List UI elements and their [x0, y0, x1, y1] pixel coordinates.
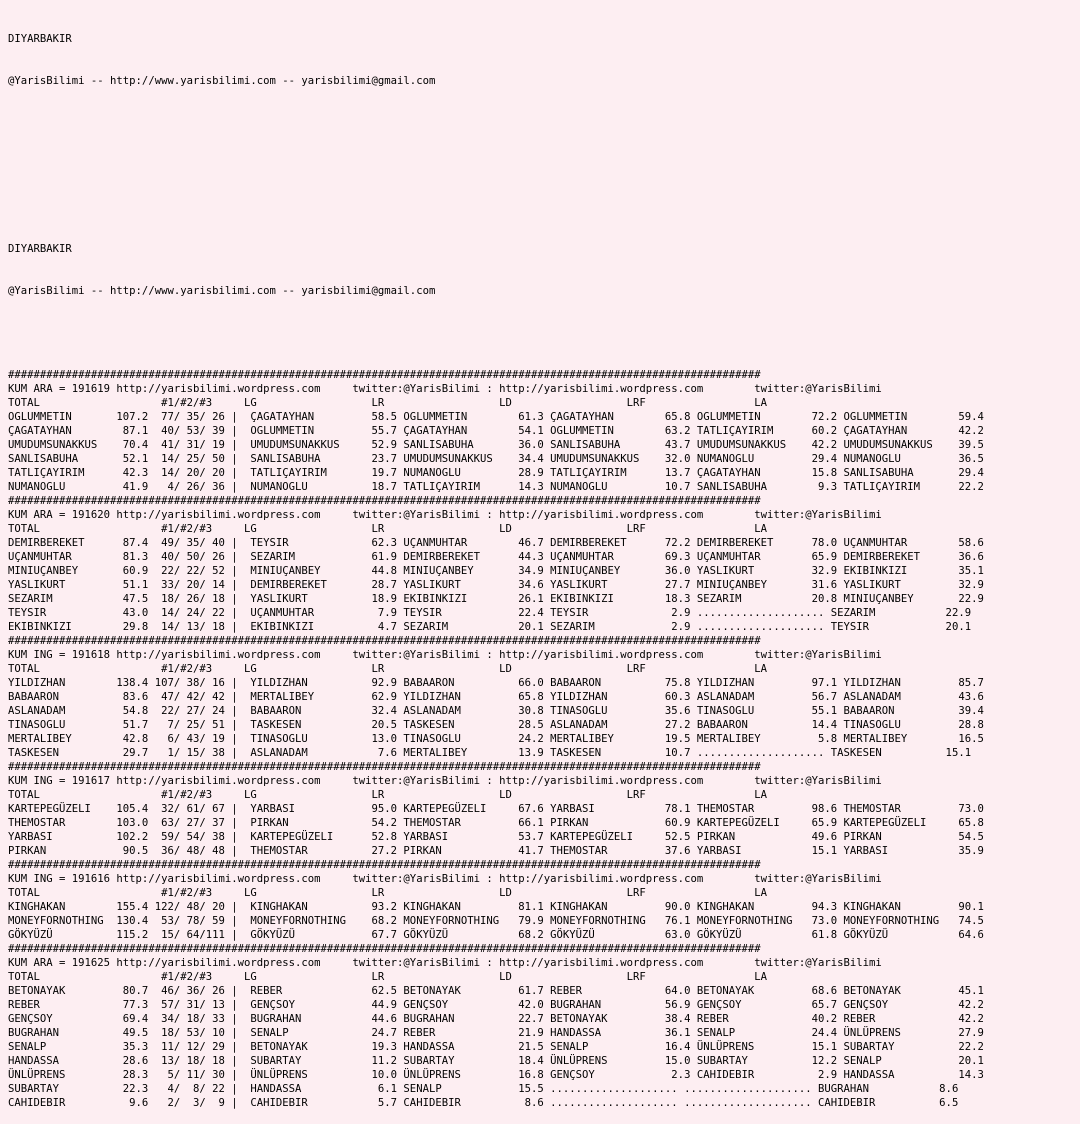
table-row: YASLIKURT 51.1 33/ 20/ 14 | DEMIRBEREKET 28.7 YASLIKURT 34.6 YASLIKURT 27.7 MINIUÇANBEY 31.6 YASLIKURT 32.9: [8, 579, 984, 591]
separator-line: ######################################################################################################################: [8, 635, 761, 647]
race-title: KUM ARA = 191620 http://yarisbilimi.wordpress.com twitter:@YarisBilimi : http://yarisbilimi.wordpress.com twitter:@YarisBilimi: [8, 509, 882, 521]
separator-line: ######################################################################################################################: [8, 369, 761, 381]
column-headers: TOTAL #1/#2/#3 LG LR LD LRF LA: [8, 663, 767, 675]
table-row: HANDASSA 28.6 13/ 18/ 18 | SUBARTAY 11.2 SUBARTAY 18.4 ÜNLÜPRENS 15.0 SUBARTAY 12.2 SENALP 20.1: [8, 1055, 984, 1067]
column-headers: TOTAL #1/#2/#3 LG LR LD LRF LA: [8, 887, 767, 899]
race-title: KUM ING = 191617 http://yarisbilimi.wordpress.com twitter:@YarisBilimi : http://yarisbilimi.wordpress.com twitter:@YarisBilimi: [8, 775, 882, 787]
race-title: KUM ING = 191616 http://yarisbilimi.wordpress.com twitter:@YarisBilimi : http://yarisbilimi.wordpress.com twitter:@YarisBilimi: [8, 873, 882, 885]
table-row: KARTEPEGÜZELI 105.4 32/ 61/ 67 | YARBASI 95.0 KARTEPEGÜZELI 67.6 YARBASI 78.1 THEMOSTAR 98.6 THEMOSTAR 73.0: [8, 803, 984, 815]
table-row: THEMOSTAR 103.0 63/ 27/ 37 | PIRKAN 54.2 THEMOSTAR 66.1 PIRKAN 60.9 KARTEPEGÜZELI 65.9 KARTEPEGÜZELI 65.8: [8, 817, 984, 829]
credit-line-repeat: @YarisBilimi -- http://www.yarisbilimi.com -- yarisbilimi@gmail.com: [8, 285, 436, 297]
column-headers: TOTAL #1/#2/#3 LG LR LD LRF LA: [8, 971, 767, 983]
table-row: BABAARON 83.6 47/ 42/ 42 | MERTALIBEY 62.9 YILDIZHAN 65.8 YILDIZHAN 60.3 ASLANADAM 56.7 ASLANADAM 43.6: [8, 691, 984, 703]
table-row: TEYSIR 43.0 14/ 24/ 22 | UÇANMUHTAR 7.9 TEYSIR 22.4 TEYSIR 2.9 .................... SEZARIM 22.9: [8, 607, 972, 619]
table-row: KINGHAKAN 155.4 122/ 48/ 20 | KINGHAKAN 93.2 KINGHAKAN 81.1 KINGHAKAN 90.0 KINGHAKAN 94.3 KINGHAKAN 90.1: [8, 901, 984, 913]
table-row: ÜNLÜPRENS 28.3 5/ 11/ 30 | ÜNLÜPRENS 10.0 ÜNLÜPRENS 16.8 GENÇSOY 2.3 CAHIDEBIR 2.9 HANDASSA 14.3: [8, 1069, 984, 1081]
table-row: DEMIRBEREKET 87.4 49/ 35/ 40 | TEYSIR 62.3 UÇANMUHTAR 46.7 DEMIRBEREKET 72.2 DEMIRBEREKET 78.0 UÇANMUHTAR 58.6: [8, 537, 984, 549]
table-row: CAHIDEBIR 9.6 2/ 3/ 9 | CAHIDEBIR 5.7 CAHIDEBIR 8.6 .................... .................... CAHIDEBIR 6.5: [8, 1097, 959, 1109]
race-title: KUM ING = 191618 http://yarisbilimi.wordpress.com twitter:@YarisBilimi : http://yarisbilimi.wordpress.com twitter:@YarisBilimi: [8, 649, 882, 661]
separator-line: ######################################################################################################################: [8, 943, 761, 955]
table-row: UÇANMUHTAR 81.3 40/ 50/ 26 | SEZARIM 61.9 DEMIRBEREKET 44.3 UÇANMUHTAR 69.3 UÇANMUHTAR 65.9 DEMIRBEREKET 36.6: [8, 551, 984, 563]
table-row: TASKESEN 29.7 1/ 15/ 38 | ASLANADAM 7.6 MERTALIBEY 13.9 TASKESEN 10.7 .................... TASKESEN 15.1: [8, 747, 972, 759]
column-headers: TOTAL #1/#2/#3 LG LR LD LRF LA: [8, 523, 767, 535]
city-title-repeat: DIYARBAKIR: [8, 243, 72, 255]
column-headers: TOTAL #1/#2/#3 LG LR LD LRF LA: [8, 397, 767, 409]
race-title: KUM ARA = 191619 http://yarisbilimi.wordpress.com twitter:@YarisBilimi : http://yarisbilimi.wordpress.com twitter:@YarisBilimi: [8, 383, 882, 395]
table-row: BUGRAHAN 49.5 18/ 53/ 10 | SENALP 24.7 REBER 21.9 HANDASSA 36.1 SENALP 24.4 ÜNLÜPRENS 27.9: [8, 1027, 984, 1039]
table-row: ASLANADAM 54.8 22/ 27/ 24 | BABAARON 32.4 ASLANADAM 30.8 TINASOGLU 35.6 TINASOGLU 55.1 BABAARON 39.4: [8, 705, 984, 717]
table-row: MINIUÇANBEY 60.9 22/ 22/ 52 | MINIUÇANBEY 44.8 MINIUÇANBEY 34.9 MINIUÇANBEY 36.0 YASLIKURT 32.9 EKIBINKIZI 35.1: [8, 565, 984, 577]
table-row: NUMANOGLU 41.9 4/ 26/ 36 | NUMANOGLU 18.7 TATLIÇAYIRIM 14.3 NUMANOGLU 10.7 SANLISABUHA 9.3 TATLIÇAYIRIM 22.2: [8, 481, 984, 493]
table-row: EKIBINKIZI 29.8 14/ 13/ 18 | EKIBINKIZI 4.7 SEZARIM 20.1 SEZARIM 2.9 .................... TEYSIR 20.1: [8, 621, 972, 633]
column-headers: TOTAL #1/#2/#3 LG LR LD LRF LA: [8, 789, 767, 801]
table-row: GENÇSOY 69.4 34/ 18/ 33 | BUGRAHAN 44.6 BUGRAHAN 22.7 BETONAYAK 38.4 REBER 40.2 REBER 42.2: [8, 1013, 984, 1025]
table-row: MERTALIBEY 42.8 6/ 43/ 19 | TINASOGLU 13.0 TINASOGLU 24.2 MERTALIBEY 19.5 MERTALIBEY 5.8 MERTALIBEY 16.5: [8, 733, 984, 745]
table-row: REBER 77.3 57/ 31/ 13 | GENÇSOY 44.9 GENÇSOY 42.0 BUGRAHAN 56.9 GENÇSOY 65.7 GENÇSOY 42.2: [8, 999, 984, 1011]
table-row: UMUDUMSUNAKKUS 70.4 41/ 31/ 19 | UMUDUMSUNAKKUS 52.9 SANLISABUHA 36.0 SANLISABUHA 43.7 UMUDUMSUNAKKUS 42.2 UMUDUMSUNAKKUS 39.5: [8, 439, 984, 451]
separator-line: ######################################################################################################################: [8, 495, 761, 507]
table-row: SANLISABUHA 52.1 14/ 25/ 50 | SANLISABUHA 23.7 UMUDUMSUNAKKUS 34.4 UMUDUMSUNAKKUS 32.0 NUMANOGLU 29.4 NUMANOGLU 36.5: [8, 453, 984, 465]
separator-line: ######################################################################################################################: [8, 859, 761, 871]
table-row: MONEYFORNOTHING 130.4 53/ 78/ 59 | MONEYFORNOTHING 68.2 MONEYFORNOTHING 79.9 MONEYFORNOTHING 76.1 MONEYFORNOTHING 73.0 MONEYFORNOTHING 74.5: [8, 915, 984, 927]
table-row: TATLIÇAYIRIM 42.3 14/ 20/ 20 | TATLIÇAYIRIM 19.7 NUMANOGLU 28.9 TATLIÇAYIRIM 13.7 ÇAGATAYHAN 15.8 SANLISABUHA 29.4: [8, 467, 984, 479]
credit-line: @YarisBilimi -- http://www.yarisbilimi.com -- yarisbilimi@gmail.com: [8, 75, 436, 87]
table-row: BETONAYAK 80.7 46/ 36/ 26 | REBER 62.5 BETONAYAK 61.7 REBER 64.0 BETONAYAK 68.6 BETONAYAK 45.1: [8, 985, 984, 997]
table-row: SEZARIM 47.5 18/ 26/ 18 | YASLIKURT 18.9 EKIBINKIZI 26.1 EKIBINKIZI 18.3 SEZARIM 20.8 MINIUÇANBEY 22.9: [8, 593, 984, 605]
table-row: OGLUMMETIN 107.2 77/ 35/ 26 | ÇAGATAYHAN 58.5 OGLUMMETIN 61.3 ÇAGATAYHAN 65.8 OGLUMMETIN 72.2 OGLUMMETIN 59.4: [8, 411, 984, 423]
race-title: KUM ARA = 191625 http://yarisbilimi.wordpress.com twitter:@YarisBilimi : http://yarisbilimi.wordpress.com twitter:@YarisBilimi: [8, 957, 882, 969]
table-row: PIRKAN 90.5 36/ 48/ 48 | THEMOSTAR 27.2 PIRKAN 41.7 THEMOSTAR 37.6 YARBASI 15.1 YARBASI 35.9: [8, 845, 984, 857]
separator-line: ######################################################################################################################: [8, 761, 761, 773]
table-row: SUBARTAY 22.3 4/ 8/ 22 | HANDASSA 6.1 SENALP 15.5 .................... .................... BUGRAHAN 8.6: [8, 1083, 959, 1095]
table-row: SENALP 35.3 11/ 12/ 29 | BETONAYAK 19.3 HANDASSA 21.5 SENALP 16.4 ÜNLÜPRENS 15.1 SUBARTAY 22.2: [8, 1041, 984, 1053]
table-row: YILDIZHAN 138.4 107/ 38/ 16 | YILDIZHAN 92.9 BABAARON 66.0 BABAARON 75.8 YILDIZHAN 97.1 YILDIZHAN 85.7: [8, 677, 984, 689]
table-row: YARBASI 102.2 59/ 54/ 38 | KARTEPEGÜZELI 52.8 YARBASI 53.7 KARTEPEGÜZELI 52.5 PIRKAN 49.6 PIRKAN 54.5: [8, 831, 984, 843]
race-blocks: [8, 368, 1080, 1110]
city-title: DIYARBAKIR: [8, 33, 72, 45]
table-row: GÖKYÜZÜ 115.2 15/ 64/111 | GÖKYÜZÜ 67.7 GÖKYÜZÜ 68.2 GÖKYÜZÜ 63.0 GÖKYÜZÜ 61.8 GÖKYÜZÜ 64.6: [8, 929, 984, 941]
table-row: TINASOGLU 51.7 7/ 25/ 51 | TASKESEN 20.5 TASKESEN 28.5 ASLANADAM 27.2 BABAARON 14.4 TINASOGLU 28.8: [8, 719, 984, 731]
table-row: ÇAGATAYHAN 87.1 40/ 53/ 39 | OGLUMMETIN 55.7 ÇAGATAYHAN 54.1 OGLUMMETIN 63.2 TATLIÇAYIRIM 60.2 ÇAGATAYHAN 42.2: [8, 425, 984, 437]
